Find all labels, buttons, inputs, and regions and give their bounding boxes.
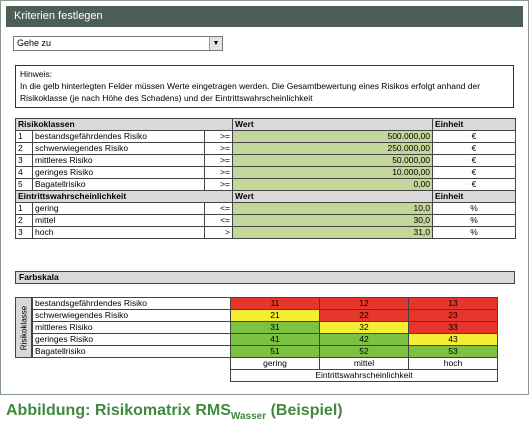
probability-heading: Eintrittswahrscheinlichkeit — [16, 191, 233, 203]
matrix-row-label: bestandsgefährdendes Risiko — [33, 298, 231, 310]
row-unit: % — [433, 215, 516, 227]
column-label: gering — [231, 358, 320, 370]
probability-header — [16, 191, 516, 203]
row-label: Bagatellrisiko — [33, 179, 205, 191]
matrix-column-labels — [33, 358, 498, 370]
row-number: 3 — [16, 155, 33, 167]
row-operator: > — [205, 227, 233, 239]
row-label: schwerwiegendes Risiko — [33, 143, 205, 155]
matrix-axis-row — [33, 370, 498, 382]
row-unit: % — [433, 227, 516, 239]
table-row — [16, 143, 516, 155]
caption-tail: (Beispiel) — [270, 402, 343, 419]
matrix-cell: 32 — [320, 322, 409, 334]
value-input[interactable]: 50.000,00 — [233, 155, 433, 167]
row-number: 3 — [16, 227, 33, 239]
value-input[interactable]: 30,0 — [233, 215, 433, 227]
risk-class-axis-text: Risikoklasse — [19, 305, 28, 350]
matrix-cell: 33 — [409, 322, 498, 334]
matrix-row-label: mittleres Risiko — [33, 322, 231, 334]
matrix-cell: 43 — [409, 334, 498, 346]
table-row — [16, 167, 516, 179]
matrix-cell: 21 — [231, 310, 320, 322]
matrix-row-label: Bagatellrisiko — [33, 346, 231, 358]
row-label: geringes Risiko — [33, 167, 205, 179]
row-unit: % — [433, 203, 516, 215]
row-number: 2 — [16, 215, 33, 227]
row-number: 1 — [16, 203, 33, 215]
column-label: mittel — [320, 358, 409, 370]
matrix-row — [33, 310, 498, 322]
row-unit: € — [433, 179, 516, 191]
row-number: 5 — [16, 179, 33, 191]
matrix-cell: 23 — [409, 310, 498, 322]
matrix-row — [33, 346, 498, 358]
value-input[interactable]: 10,0 — [233, 203, 433, 215]
value-heading: Wert — [233, 191, 433, 203]
row-unit: € — [433, 131, 516, 143]
matrix-row — [33, 334, 498, 346]
matrix-row — [33, 322, 498, 334]
risk-class-axis-label — [15, 297, 32, 358]
window-title: Kriterien festlegen — [6, 6, 523, 27]
row-operator: >= — [205, 167, 233, 179]
matrix-cell: 12 — [320, 298, 409, 310]
row-unit: € — [433, 143, 516, 155]
value-input[interactable]: 31,0 — [233, 227, 433, 239]
matrix-cell: 13 — [409, 298, 498, 310]
row-unit: € — [433, 167, 516, 179]
matrix-row-label: geringes Risiko — [33, 334, 231, 346]
row-unit: € — [433, 155, 516, 167]
table-row — [16, 203, 516, 215]
value-input[interactable]: 10.000,00 — [233, 167, 433, 179]
goto-select[interactable] — [13, 36, 223, 51]
figure-caption — [6, 402, 343, 422]
row-label: hoch — [33, 227, 205, 239]
risk-classes-heading: Risikoklassen — [16, 119, 233, 131]
unit-heading: Einheit — [433, 191, 516, 203]
row-number: 2 — [16, 143, 33, 155]
value-input[interactable]: 0,00 — [233, 179, 433, 191]
row-operator: >= — [205, 143, 233, 155]
value-input[interactable]: 250.000,00 — [233, 143, 433, 155]
matrix-row-label: schwerwiegendes Risiko — [33, 310, 231, 322]
table-row — [16, 227, 516, 239]
probability-axis-label: Eintrittswahrscheinlichkeit — [231, 370, 498, 382]
value-input[interactable]: 500.000,00 — [233, 131, 433, 143]
risk-classes-header — [16, 119, 516, 131]
chevron-down-icon[interactable]: ▼ — [209, 37, 222, 50]
column-label: hoch — [409, 358, 498, 370]
caption-main: Abbildung: Risikomatrix RMS — [6, 402, 231, 419]
row-operator: <= — [205, 215, 233, 227]
matrix-row — [33, 298, 498, 310]
row-label: bestandsgefährdendes Risiko — [33, 131, 205, 143]
risk-matrix — [32, 297, 498, 382]
matrix-cell: 22 — [320, 310, 409, 322]
hint-heading: Hinweis: — [20, 69, 53, 79]
row-label: mittleres Risiko — [33, 155, 205, 167]
table-row — [16, 131, 516, 143]
color-scale-heading: Farbskala — [15, 271, 515, 284]
row-operator: >= — [205, 179, 233, 191]
row-operator: <= — [205, 203, 233, 215]
hint-text: In die gelb hinterlegten Felder müssen Werte eingetragen werden. Die Gesamtbewertung eines Risikos erfolgt anhand der Risikoklasse (je nach Höhe des Schadens) und der Eintrittswahrscheinlichkeit — [20, 81, 481, 103]
row-label: mittel — [33, 215, 205, 227]
criteria-table — [15, 118, 516, 239]
table-row — [16, 215, 516, 227]
matrix-cell: 11 — [231, 298, 320, 310]
unit-heading: Einheit — [433, 119, 516, 131]
row-operator: >= — [205, 155, 233, 167]
goto-select-value: Gehe zu — [17, 38, 52, 48]
matrix-cell: 51 — [231, 346, 320, 358]
matrix-cell: 52 — [320, 346, 409, 358]
row-label: gering — [33, 203, 205, 215]
value-heading: Wert — [233, 119, 433, 131]
matrix-cell: 31 — [231, 322, 320, 334]
matrix-cell: 41 — [231, 334, 320, 346]
caption-subscript: Wasser — [230, 411, 267, 423]
row-number: 1 — [16, 131, 33, 143]
table-row — [16, 155, 516, 167]
table-row — [16, 179, 516, 191]
matrix-cell: 53 — [409, 346, 498, 358]
row-operator: >= — [205, 131, 233, 143]
hint-box — [15, 65, 514, 108]
row-number: 4 — [16, 167, 33, 179]
matrix-cell: 42 — [320, 334, 409, 346]
